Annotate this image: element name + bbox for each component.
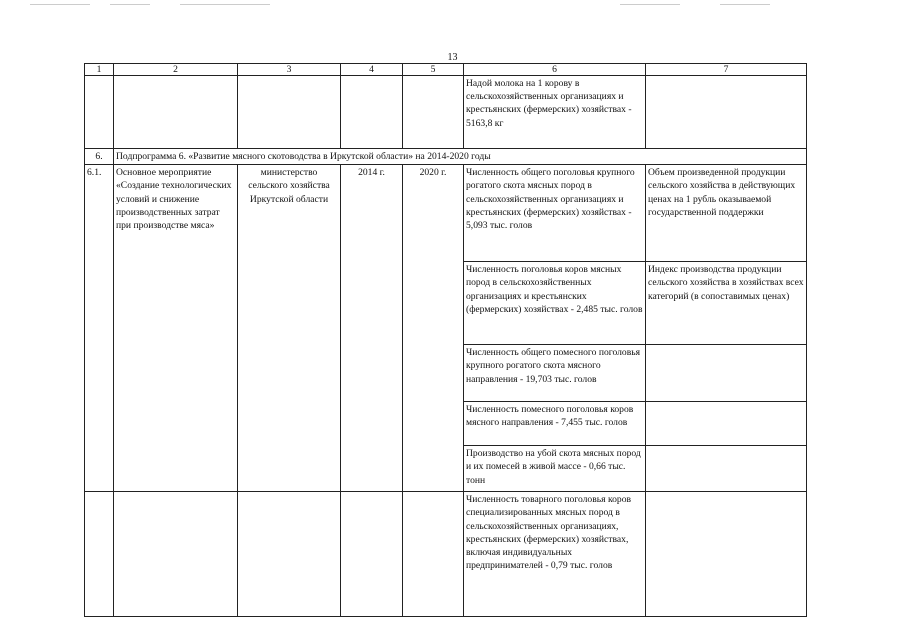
indicator-cell: Надой молока на 1 корову в сельскохозяйственных организациях и крестьянских (фермерских) хозяйствах - 5163,8 кг	[464, 76, 646, 149]
indicator-cell: Производство на убой скота мясных пород и их помесей в живой массе - 0,66 тыс. тонн	[464, 446, 646, 492]
scan-artifact-line	[720, 4, 770, 5]
column-number: 3	[238, 64, 341, 76]
indicator-cell: Численность общего помесного поголовья крупного рогатого скота мясного направления - 19,703 тыс. голов	[464, 345, 646, 402]
column-number: 6	[464, 64, 646, 76]
scan-artifact-line	[180, 4, 270, 5]
column-number: 1	[85, 64, 114, 76]
measure-number: 6.1.	[85, 165, 114, 492]
measure-start-year: 2014 г.	[341, 165, 403, 492]
indicator-cell: Численность товарного поголовья коров специализированных мясных пород в сельскохозяйственных организациях, крестьянских (фермерских) хозяйствах, включая индивидуальных предпринимателей - 0,79 тыс. голов	[464, 492, 646, 617]
column-number: 7	[646, 64, 807, 76]
column-number: 4	[341, 64, 403, 76]
indicator-cell: Численность помесного поголовья коров мясного направления - 7,455 тыс. голов	[464, 402, 646, 446]
indicator-cell: Численность общего поголовья крупного рогатого скота мясных пород в сельскохозяйственных организациях и крестьянских (фермерских) хозяйствах - 5,093 тыс. голов	[464, 165, 646, 262]
program-table	[84, 63, 807, 617]
page-number: 13	[447, 52, 458, 63]
table-row	[85, 76, 807, 149]
column-numbers-row	[85, 64, 807, 76]
scan-artifact-line	[30, 4, 90, 5]
program-indicator-cell: Объем произведенной продукции сельского хозяйства в действующих ценах на 1 рубль оказываемой государственной поддержки	[646, 165, 807, 262]
scan-artifact-line	[620, 4, 680, 5]
column-number: 5	[403, 64, 464, 76]
subprogram-title: Подпрограмма 6. «Развитие мясного скотоводства в Иркутской области» на 2014-2020 годы	[114, 149, 807, 165]
measure-executor: министерство сельского хозяйства Иркутской области	[238, 165, 341, 492]
measure-name: Основное мероприятие «Создание технологических условий и снижение производственных затрат при производстве мяса»	[114, 165, 238, 492]
program-indicator-cell: Индекс производства продукции сельского хозяйства в хозяйствах всех категорий (в сопоставимых ценах)	[646, 262, 807, 345]
subprogram-number: 6.	[85, 149, 114, 165]
table-row	[85, 165, 807, 262]
measure-end-year: 2020 г.	[403, 165, 464, 492]
scan-artifact-line	[110, 4, 150, 5]
table-row	[85, 492, 807, 617]
subprogram-row	[85, 149, 807, 165]
indicator-cell: Численность поголовья коров мясных пород в сельскохозяйственных организациях и крестьянских (фермерских) хозяйствах - 2,485 тыс. голов	[464, 262, 646, 345]
column-number: 2	[114, 64, 238, 76]
